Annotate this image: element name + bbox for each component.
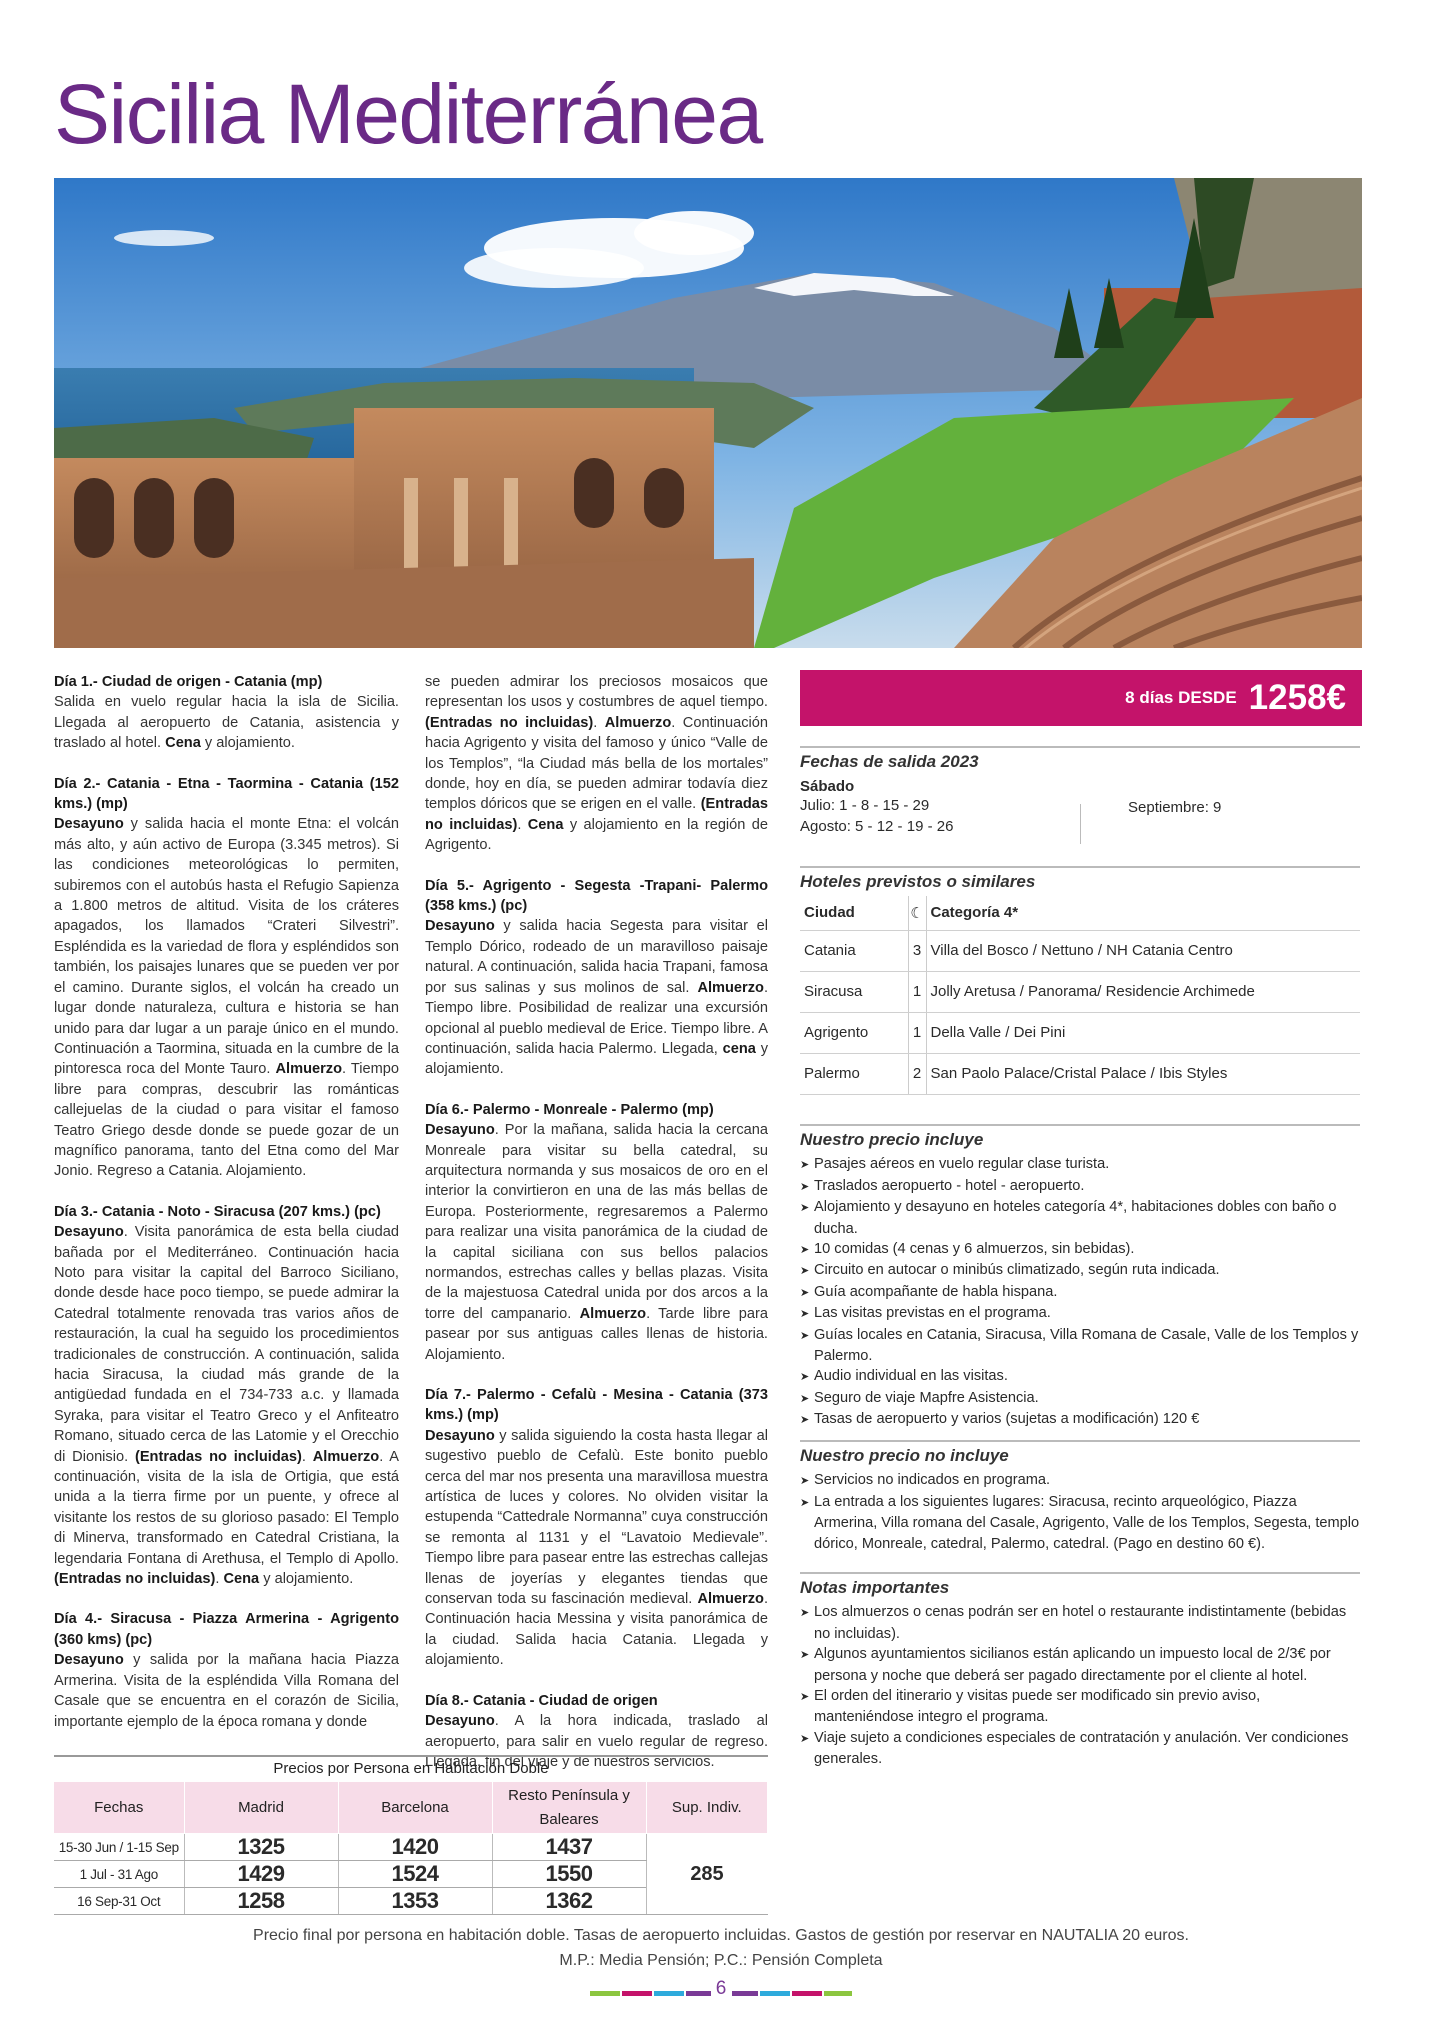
itinerary-day xyxy=(425,1385,768,1671)
day-text: Desayuno y salida por la mañana hacia Piazza Armerina. Visita de la espléndida Villa Romana del Casale que se encuentra en el corazón de Sicilia, importante ejemplo de la época romana y donde xyxy=(54,1652,399,1730)
col-resto: Resto Península y Baleares xyxy=(492,1782,646,1834)
list-item: ➤ Servicios no indicados en programa. xyxy=(800,1470,1360,1491)
price-barcelona: 1524 xyxy=(338,1861,492,1888)
row-dates: 15-30 Jun / 1-15 Sep xyxy=(54,1834,184,1861)
day-heading: Día 4.- Siracusa - Piazza Armerina - Agrigento (360 kms) (pc) xyxy=(54,1611,399,1648)
arrow-icon: ➤ xyxy=(800,1244,810,1257)
day-text: Desayuno. A la hora indicada, traslado al aeropuerto, para salir en vuelo regular de regreso. Llegada, fin del viaje y de nuestros servicios. xyxy=(425,1713,768,1770)
moon-icon: ☾ xyxy=(908,896,926,930)
arrow-icon: ➤ xyxy=(800,1392,810,1405)
list-item: ➤ Guía acompañante de habla hispana. xyxy=(800,1282,1360,1303)
hotel-names: San Paolo Palace/Cristal Palace / Ibis Styles xyxy=(926,1053,1360,1094)
hotel-nights: 1 xyxy=(908,1012,926,1053)
day-heading: Día 8.- Catania - Ciudad de origen xyxy=(425,1692,658,1709)
itinerary-column-1 xyxy=(54,672,399,1752)
list-item: ➤ Pasajes aéreos en vuelo regular clase turista. xyxy=(800,1154,1360,1175)
itinerary-day xyxy=(54,774,399,1182)
price-resto: 1437 xyxy=(492,1834,646,1861)
col-barcelona: Barcelona xyxy=(338,1782,492,1834)
dates-weekday: Sábado xyxy=(800,777,855,795)
col-dates: Fechas xyxy=(54,1782,184,1834)
day-text: Salida en vuelo regular hacia la isla de Sicilia. Llegada al aeropuerto de Catania, asistencia y traslado al hotel. Cena y alojamiento. xyxy=(54,694,399,752)
itinerary-day xyxy=(54,672,399,754)
dates-left xyxy=(800,796,1080,837)
col-madrid: Madrid xyxy=(184,1782,338,1834)
includes-heading: Nuestro precio incluye xyxy=(800,1124,1360,1150)
arrow-icon: ➤ xyxy=(800,1732,810,1745)
day-text: Desayuno. Por la mañana, salida hacia la cercana Monreale para visitar su bella catedral, su arquitectura normanda y sus mosaicos de oro en el interior la convirtieron en una de las más bellas de Europa. Posteriormente, regresaremos a Palermo para realizar una visita panorámica de la ciudad de la capital siciliana con sus bellos palacios normandos, estrechas calles y bellas plazas. Visita de la majestuosa Catedral unida por dos arcos a la torre del campanario. Almuerzo. Tarde libre para pasear por sus antiguas calles llenas de historia. Alojamiento. xyxy=(425,1122,768,1363)
list-item: ➤ Algunos ayuntamientos sicilianos están aplicando un impuesto local de 2/3€ por persona y noche que deberá ser pagado directamente por el cliente al hotel. xyxy=(800,1646,1331,1684)
day-heading: Día 1.- Ciudad de origen - Catania (mp) xyxy=(54,674,323,690)
hotel-nights: 3 xyxy=(908,930,926,971)
hotel-names: Jolly Aretusa / Panorama/ Residencie Archimede xyxy=(926,971,1360,1012)
list-item: ➤ Las visitas previstas en el programa. xyxy=(800,1303,1360,1324)
itinerary-column-2 xyxy=(425,672,768,1792)
hotel-city: Catania xyxy=(800,930,908,971)
price-resto: 1550 xyxy=(492,1861,646,1888)
arrow-icon: ➤ xyxy=(800,1496,810,1509)
list-item: ➤ Audio individual en las visitas. xyxy=(800,1366,1360,1387)
itinerary-day xyxy=(54,1202,399,1590)
arrow-icon: ➤ xyxy=(800,1286,810,1299)
list-item: ➤ Traslados aeropuerto - hotel - aeropuerto. xyxy=(800,1176,1360,1197)
list-item: ➤ El orden del itinerario y visitas puede ser modificado sin previo aviso, manteniéndose integro el programa. xyxy=(800,1688,1261,1726)
notes-list xyxy=(800,1602,1360,1769)
day-heading: Día 2.- Catania - Etna - Taormina - Catania (152 kms.) (mp) xyxy=(54,775,399,813)
day-text: Desayuno. Visita panorámica de esta bella ciudad bañada por el Mediterráneo. Continuación hacia Noto para visitar la capital del Barroco Siciliano, donde desde hace poco tiempo, se puede admirar la Catedral totalmente renovada tras varios años de restauración, la cual ha seguido los procedimientos tradicionales de construcción. A continuación, salida hacia Siracusa, la ciudad más grande de la antigüedad fundada en el 734-733 a.c. y llamada Syraka, para visitar el Teatro Greco y el Anfiteatro Romano, situado cerca de las Latomie y el Orecchio di Dionisio. (Entradas no incluidas). Almuerzo. A continuación, visita de la isla de Ortigia, que está unida a la tierra firme por un puente, y ofrece al visitante los restos de su glorioso pasado: El Templo di Minerva, transformado en Catedral Cristiana, la legendaria Fontana di Arethusa, el Templo di Apollo. (Entradas no incluidas). Cena y alojamiento. xyxy=(54,1224,400,1588)
price-banner-amount: 1258€ xyxy=(1248,678,1346,717)
dates-heading: Fechas de salida 2023 xyxy=(800,746,1360,773)
arrow-icon: ➤ xyxy=(800,1371,810,1384)
hotel-nights: 2 xyxy=(908,1053,926,1094)
departure-dates xyxy=(800,746,1360,846)
price-barcelona: 1420 xyxy=(338,1834,492,1861)
divider xyxy=(1080,804,1081,844)
arrow-icon: ➤ xyxy=(800,1180,810,1193)
day-text: se pueden admirar los preciosos mosaicos que representan los usos y costumbres de aquel tiempo. (Entradas no incluidas). Almuerzo. Continuación hacia Agrigento y visita del famoso y único “Valle de los Templos”, “la Ciudad más bella de los mortales” donde, hoy en día, se pueden admirar todavía diez templos dóricos que se erigen en el valle. (Entradas no incluidas). Cena y alojamiento en la región de Agrigento. xyxy=(425,674,769,854)
list-item: ➤ Viaje sujeto a condiciones especiales de contratación y anulación. Ver condiciones generales. xyxy=(800,1729,1349,1768)
arrow-icon: ➤ xyxy=(800,1265,810,1278)
day-heading: Día 3.- Catania - Noto - Siracusa (207 kms.) (pc) xyxy=(54,1203,381,1220)
table-row xyxy=(800,1053,1360,1094)
not-includes-list xyxy=(800,1470,1360,1554)
hotel-city: Palermo xyxy=(800,1053,908,1094)
price-banner-label: 8 días DESDE xyxy=(1125,688,1237,707)
table-row xyxy=(800,1012,1360,1053)
itinerary-day xyxy=(425,876,768,1080)
row-dates: 1 Jul - 31 Ago xyxy=(54,1861,184,1888)
hotel-nights: 1 xyxy=(908,971,926,1012)
price-not-includes xyxy=(800,1440,1360,1554)
footer-note: Precio final por persona en habitación doble. Tasas de aeropuerto incluidas. Gastos de gestión por reservar en NAUTALIA 20 euros. xyxy=(253,1927,1189,1944)
list-item: ➤ Los almuerzos o cenas podrán ser en hotel o restaurante indistintamente (bebidas no incluidas). xyxy=(800,1604,1347,1642)
arrow-icon: ➤ xyxy=(800,1329,810,1342)
price-grid xyxy=(54,1781,768,1915)
page-title: Sicilia Mediterránea xyxy=(54,67,762,161)
day-heading: Día 5.- Agrigento - Segesta -Trapani- Palermo (358 kms.) (pc) xyxy=(425,877,768,915)
list-item: ➤ Guías locales en Catania, Siracusa, Villa Romana de Casale, Valle de los Templos y Palermo. xyxy=(800,1326,1359,1365)
hotels-col-category: Categoría 4* xyxy=(926,896,1360,930)
dates-august: Agosto: 5 - 12 - 19 - 26 xyxy=(800,817,954,835)
day-heading: Día 7.- Palermo - Cefalù - Mesina - Catania (373 kms.) (mp) xyxy=(425,1387,768,1424)
itinerary-day xyxy=(425,1100,768,1365)
col-sup: Sup. Indiv. xyxy=(646,1782,768,1834)
price-madrid: 1325 xyxy=(184,1834,338,1861)
day-text: Desayuno y salida siguiendo la costa hasta llegar al sugestivo pueblo de Cefalù. Este bonito pueblo cerca del mar nos presenta una maravillosa muestra artística de luces y colores. No olviden visitar la estupenda “Cattedrale Normanna” cuya construcción se remonta al 1131 y el “Lavatoio Medievale”. Tiempo libre para pasear entre las estrechas callejas llenas de joyerías y elegantes tiendas que conservan toda su fascinación medieval. Almuerzo. Continuación hacia Messina y visita panorámica de la ciudad. Salida hacia Catania. Llegada y alojamiento. xyxy=(425,1427,768,1669)
table-row xyxy=(800,971,1360,1012)
price-includes xyxy=(800,1124,1360,1431)
day-text: Desayuno y salida hacia el monte Etna: el volcán más alto, y aún activo de Europa (3.345 metros). Si las condiciones meteorológicas lo permiten, subiremos con el autobús hasta el Refugio Sapienza a 1.800 metros de altitud. Visita de los cráteres apagados, los llamados “Crateri Silvestri”. Espléndida es la variedad de flora y espléndidos son también, los paisajes lunares que se pueden ver por el camino. Durante siglos, el volcán ha creado un lugar donde naturaleza, cultura e historia se han unido para dar lugar a un paraje único en el mundo. Continuación a Taormina, situada en la cumbre de la pintoresca roca del Monte Tauro. Almuerzo. Tiempo libre para compras, descubrir las románticas callejuelas de la ciudad o para visitar el famoso Teatro Griego desde donde se puede gozar de un magnífico panorama, tanto del Etna como del Mar Jonio. Regreso a Catania. Alojamiento. xyxy=(54,816,400,1180)
list-item: ➤ La entrada a los siguientes lugares: Siracusa, recinto arqueológico, Piazza Armerina, Villa romana del Casale, Agrigento, Valle de los Templos, Segesta, templo dórico, Monreale, catedral, Palermo, catedral. (Pago en destino 60 €). xyxy=(800,1493,1360,1552)
hotel-city: Siracusa xyxy=(800,971,908,1012)
hotel-names: Della Valle / Dei Pini xyxy=(926,1012,1360,1053)
list-item: ➤ 10 comidas (4 cenas y 6 almuerzos, sin bebidas). xyxy=(800,1239,1360,1260)
price-madrid: 1429 xyxy=(184,1861,338,1888)
list-item: ➤ Tasas de aeropuerto y varios (sujetas a modificación) 120 € xyxy=(800,1409,1360,1430)
list-item: ➤ Alojamiento y desayuno en hoteles categoría 4*, habitaciones dobles con baño o ducha. xyxy=(800,1199,1337,1237)
list-item: ➤ Seguro de viaje Mapfre Asistencia. xyxy=(800,1388,1360,1409)
price-banner xyxy=(800,670,1362,726)
table-header-row xyxy=(54,1782,768,1834)
hotels-col-city: Ciudad xyxy=(800,896,908,930)
hotels-heading: Hoteles previstos o similares xyxy=(800,866,1360,892)
page-number: 6 xyxy=(711,1978,731,2000)
price-table xyxy=(54,1755,768,1915)
arrow-icon: ➤ xyxy=(800,1159,810,1172)
price-resto: 1362 xyxy=(492,1888,646,1915)
price-barcelona: 1353 xyxy=(338,1888,492,1915)
important-notes xyxy=(800,1572,1360,1770)
day-heading: Día 6.- Palermo - Monreale - Palermo (mp) xyxy=(425,1101,714,1118)
price-sup-indiv: 285 xyxy=(646,1834,768,1915)
notes-heading: Notas importantes xyxy=(800,1572,1360,1598)
arrow-icon: ➤ xyxy=(800,1607,810,1620)
arrow-icon: ➤ xyxy=(800,1649,810,1662)
includes-list xyxy=(800,1154,1360,1430)
hotels-table xyxy=(800,896,1360,1095)
price-madrid: 1258 xyxy=(184,1888,338,1915)
arrow-icon: ➤ xyxy=(800,1691,810,1704)
dates-september: Septiembre: 9 xyxy=(1128,799,1222,816)
arrow-icon: ➤ xyxy=(800,1202,810,1215)
itinerary-day xyxy=(54,1609,399,1731)
row-dates: 16 Sep-31 Oct xyxy=(54,1888,184,1915)
footer-legend: M.P.: Media Pensión; P.C.: Pensión Completa xyxy=(559,1952,883,1969)
table-row xyxy=(54,1834,768,1861)
price-table-caption: Precios por Persona en Habitación Doble xyxy=(54,1755,768,1781)
dates-july: Julio: 1 - 8 - 15 - 29 xyxy=(800,797,930,814)
hotel-city: Agrigento xyxy=(800,1012,908,1053)
itinerary-day xyxy=(425,672,768,856)
day-text: Desayuno y salida hacia Segesta para visitar el Templo Dórico, rodeado de un maravilloso paisaje natural. A continuación, salida hacia Trapani, famosa por sus salinas y sus molinos de sal. Almuerzo. Tiempo libre. Posibilidad de realizar una excursión opcional al pueblo medieval de Erice. Tiempo libre. A continuación, salida hacia Palermo. Llegada, cena y alojamiento. xyxy=(425,918,768,1078)
arrow-icon: ➤ xyxy=(800,1308,810,1321)
table-header-row xyxy=(800,896,1360,930)
arrow-icon: ➤ xyxy=(800,1414,810,1427)
hotels-section xyxy=(800,866,1360,1095)
hero-photo-taormina-theatre xyxy=(54,178,1362,648)
not-includes-heading: Nuestro precio no incluye xyxy=(800,1440,1360,1466)
list-item: ➤ Circuito en autocar o minibús climatizado, según ruta indicada. xyxy=(800,1260,1360,1281)
arrow-icon: ➤ xyxy=(800,1475,810,1488)
table-row xyxy=(800,930,1360,971)
hotel-names: Villa del Bosco / Nettuno / NH Catania Centro xyxy=(926,930,1360,971)
